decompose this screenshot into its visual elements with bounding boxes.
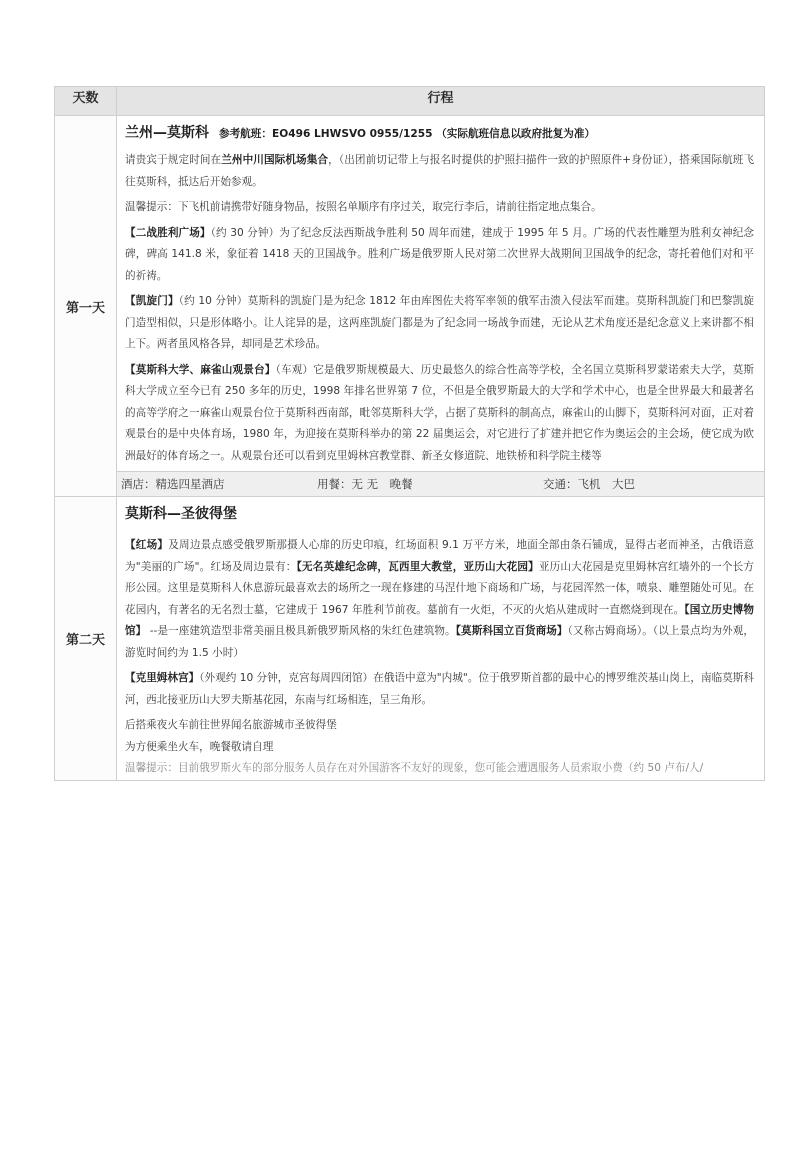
day1-p5-text: （车观）它是俄罗斯规模最大、历史最悠久的综合性高等学校，全名国立莫斯科罗蒙诺索夫大学，莫斯科大学成立至今已有 250 多年的历史，1998 年排名世界第 7 位，不但是全俄罗斯最大的大学和学术中心，也是全世界最大和最著名的高等学府之一麻雀山观景台位于莫斯科西南部，毗邻莫斯科大学，占据了莫斯科的制高点，麻雀山的山脚下，莫斯科河对面，正对着观景台的是中央体育场，1980 年，为迎接在莫斯科举办的第 22 届奥运会，对它进行了扩建并把它作为奥运会的主会场，使它成为欧洲最好的体育场之一。从观景台还可以看到克里姆林宫教堂群、新圣女修道院、地铁桥和科学院主楼等 — [125, 363, 755, 462]
day1-title: 兰州—莫斯科 — [125, 125, 209, 141]
day1-hotel: 酒店：精选四星酒店 — [121, 477, 225, 491]
day2-p1-text-a: 及周边景点感受俄罗斯那摄人心扉的历史印痕，红场面积 9.1 万平方米，地面全部由条石铺成，显得古老而神圣，古俄语意为"美丽的广场"。红场及周边景有： — [125, 539, 755, 573]
day2-label: 第二天 — [55, 497, 117, 781]
day1-p5-bold: 【莫斯科大学、麻雀山观景台】 — [125, 363, 276, 376]
day2-p1-bold2: 【无名英雄纪念碑，瓦西里大教堂，亚历山大花园】 — [296, 560, 539, 573]
day-column-header: 天数 — [55, 87, 117, 116]
day2-p1-text-c: --是一座建筑造型非常美丽且极具新俄罗斯风格的朱红色建筑物。 — [146, 625, 456, 637]
day2-title: 莫斯科—圣彼得堡 — [125, 506, 237, 522]
day2-p1-bold: 【红场】 — [125, 539, 169, 551]
itinerary-table — [54, 86, 765, 781]
day1-p4-text: （约 10 分钟）莫斯科的凯旋门是为纪念 1812 年由库图佐夫将军率领的俄军击溃入侵法军而建。莫斯科凯旋门和巴黎凯旋门造型相似，只是形体略小。让人诧异的是，这两座凯旋门都是为了纪念同一场战争而建，无论从艺术角度还是纪念意义上来讲都不相上下。两者虽风格各异，却同是艺术珍品。 — [125, 295, 755, 350]
day1-p1-bold: 兰州中川国际机场集合 — [221, 154, 329, 166]
itinerary-page — [54, 86, 764, 781]
day1-p3-text: （约 30 分钟）为了纪念反法西斯战争胜利 50 周年而建，建成于 1995 年 5 月。广场的代表性雕塑为胜利女神纪念碑，碑高 141.8 米，象征着 1418 天的卫国战争。胜利广场是俄罗斯人民对第二次世界大战期间卫国战争的纪念，寄托着他们对和平的祈祷。 — [125, 226, 755, 282]
day1-title-line — [125, 122, 754, 145]
itinerary-column-header: 行程 — [117, 87, 765, 116]
day1-p1-post: ，（出团前切记带上与报名时提供的护照扫描件一致的护照原件+身份证），搭乘国际航班飞往莫斯科，抵达后开始参观。 — [125, 154, 755, 188]
day2-p1-bold3: 【国立历史博物馆】 — [125, 603, 754, 637]
day1-tip-paragraph: 温馨提示：下飞机前请携带好随身物品，按照名单顺序有序过关，取完行李后，请前往指定地点集合。 — [125, 201, 602, 213]
day2-p2-text: （外观约 10 分钟，克宫每周四闭馆）在俄语中意为"内城"。位于俄罗斯首都的最中心的博罗维茨基山岗上，南临莫斯科河，西北接亚历山大罗夫斯基花园，东南与红场相连，呈三角形。 — [125, 672, 755, 706]
day1-p1-pre: 请贵宾于规定时间在 — [125, 154, 222, 166]
day2-train-paragraph: 后搭乘夜火车前往世界闻名旅游城市圣彼得堡 — [125, 719, 337, 731]
day2-p1-bold4: 【莫斯科国立百货商场】 — [455, 625, 568, 637]
day1-flight: 参考航班：EO496 LHWSVO 0955/1255 （实际航班信息以政府批复为准） — [219, 128, 596, 140]
day2-kremlin-paragraph — [125, 668, 754, 711]
day1-victory-square-paragraph — [125, 223, 754, 288]
day1-row — [55, 116, 765, 472]
day1-arch-paragraph — [125, 291, 754, 356]
day1-university-paragraph — [125, 360, 754, 468]
day1-meals: 用餐：无 无 晚餐 — [317, 477, 413, 491]
day1-info-cell — [117, 472, 765, 497]
day2-red-square-paragraph — [125, 535, 754, 664]
day2-row — [55, 497, 765, 781]
day2-p1-text-b: 亚历山大花园是克里姆林宫红墙外的一个长方形公园。这里是莫斯科人休息游玩最喜欢去的场所之一现在修建的马涅什地下商场和广场，与花园浑然一体，喷泉、雕塑随处可见。在花园内，有著名的无名烈士墓，它建成于 1967 年胜利节前夜。墓前有一火炬，不灭的火焰从建成时一直燃烧到现在。 — [125, 560, 755, 616]
day2-dinner-paragraph: 为方便乘坐火车，晚餐敬请自理 — [125, 740, 274, 753]
day1-transport: 交通：飞机 大巴 — [543, 477, 635, 491]
day2-content — [117, 497, 765, 781]
day1-p3-bold: 【二战胜利广场】 — [125, 226, 211, 239]
day1-label: 第一天 — [55, 116, 117, 497]
day1-assembly-paragraph — [125, 150, 754, 193]
table-header-row — [55, 87, 765, 116]
day1-p4-bold: 【凯旋门】 — [125, 295, 179, 307]
day1-info-row — [55, 472, 765, 497]
day1-content — [117, 116, 765, 472]
day2-tip-paragraph: 温馨提示：目前俄罗斯火车的部分服务人员存在对外国游客不友好的现象，您可能会遭遇服务人员索取小费（约 50 卢布/人/ — [125, 762, 704, 774]
day2-p1-text-d: （又称古姆商场）。（以上景点均为外观，游览时间约为 1.5 小时） — [125, 625, 755, 659]
day2-p2-bold: 【克里姆林宫】 — [125, 672, 200, 684]
